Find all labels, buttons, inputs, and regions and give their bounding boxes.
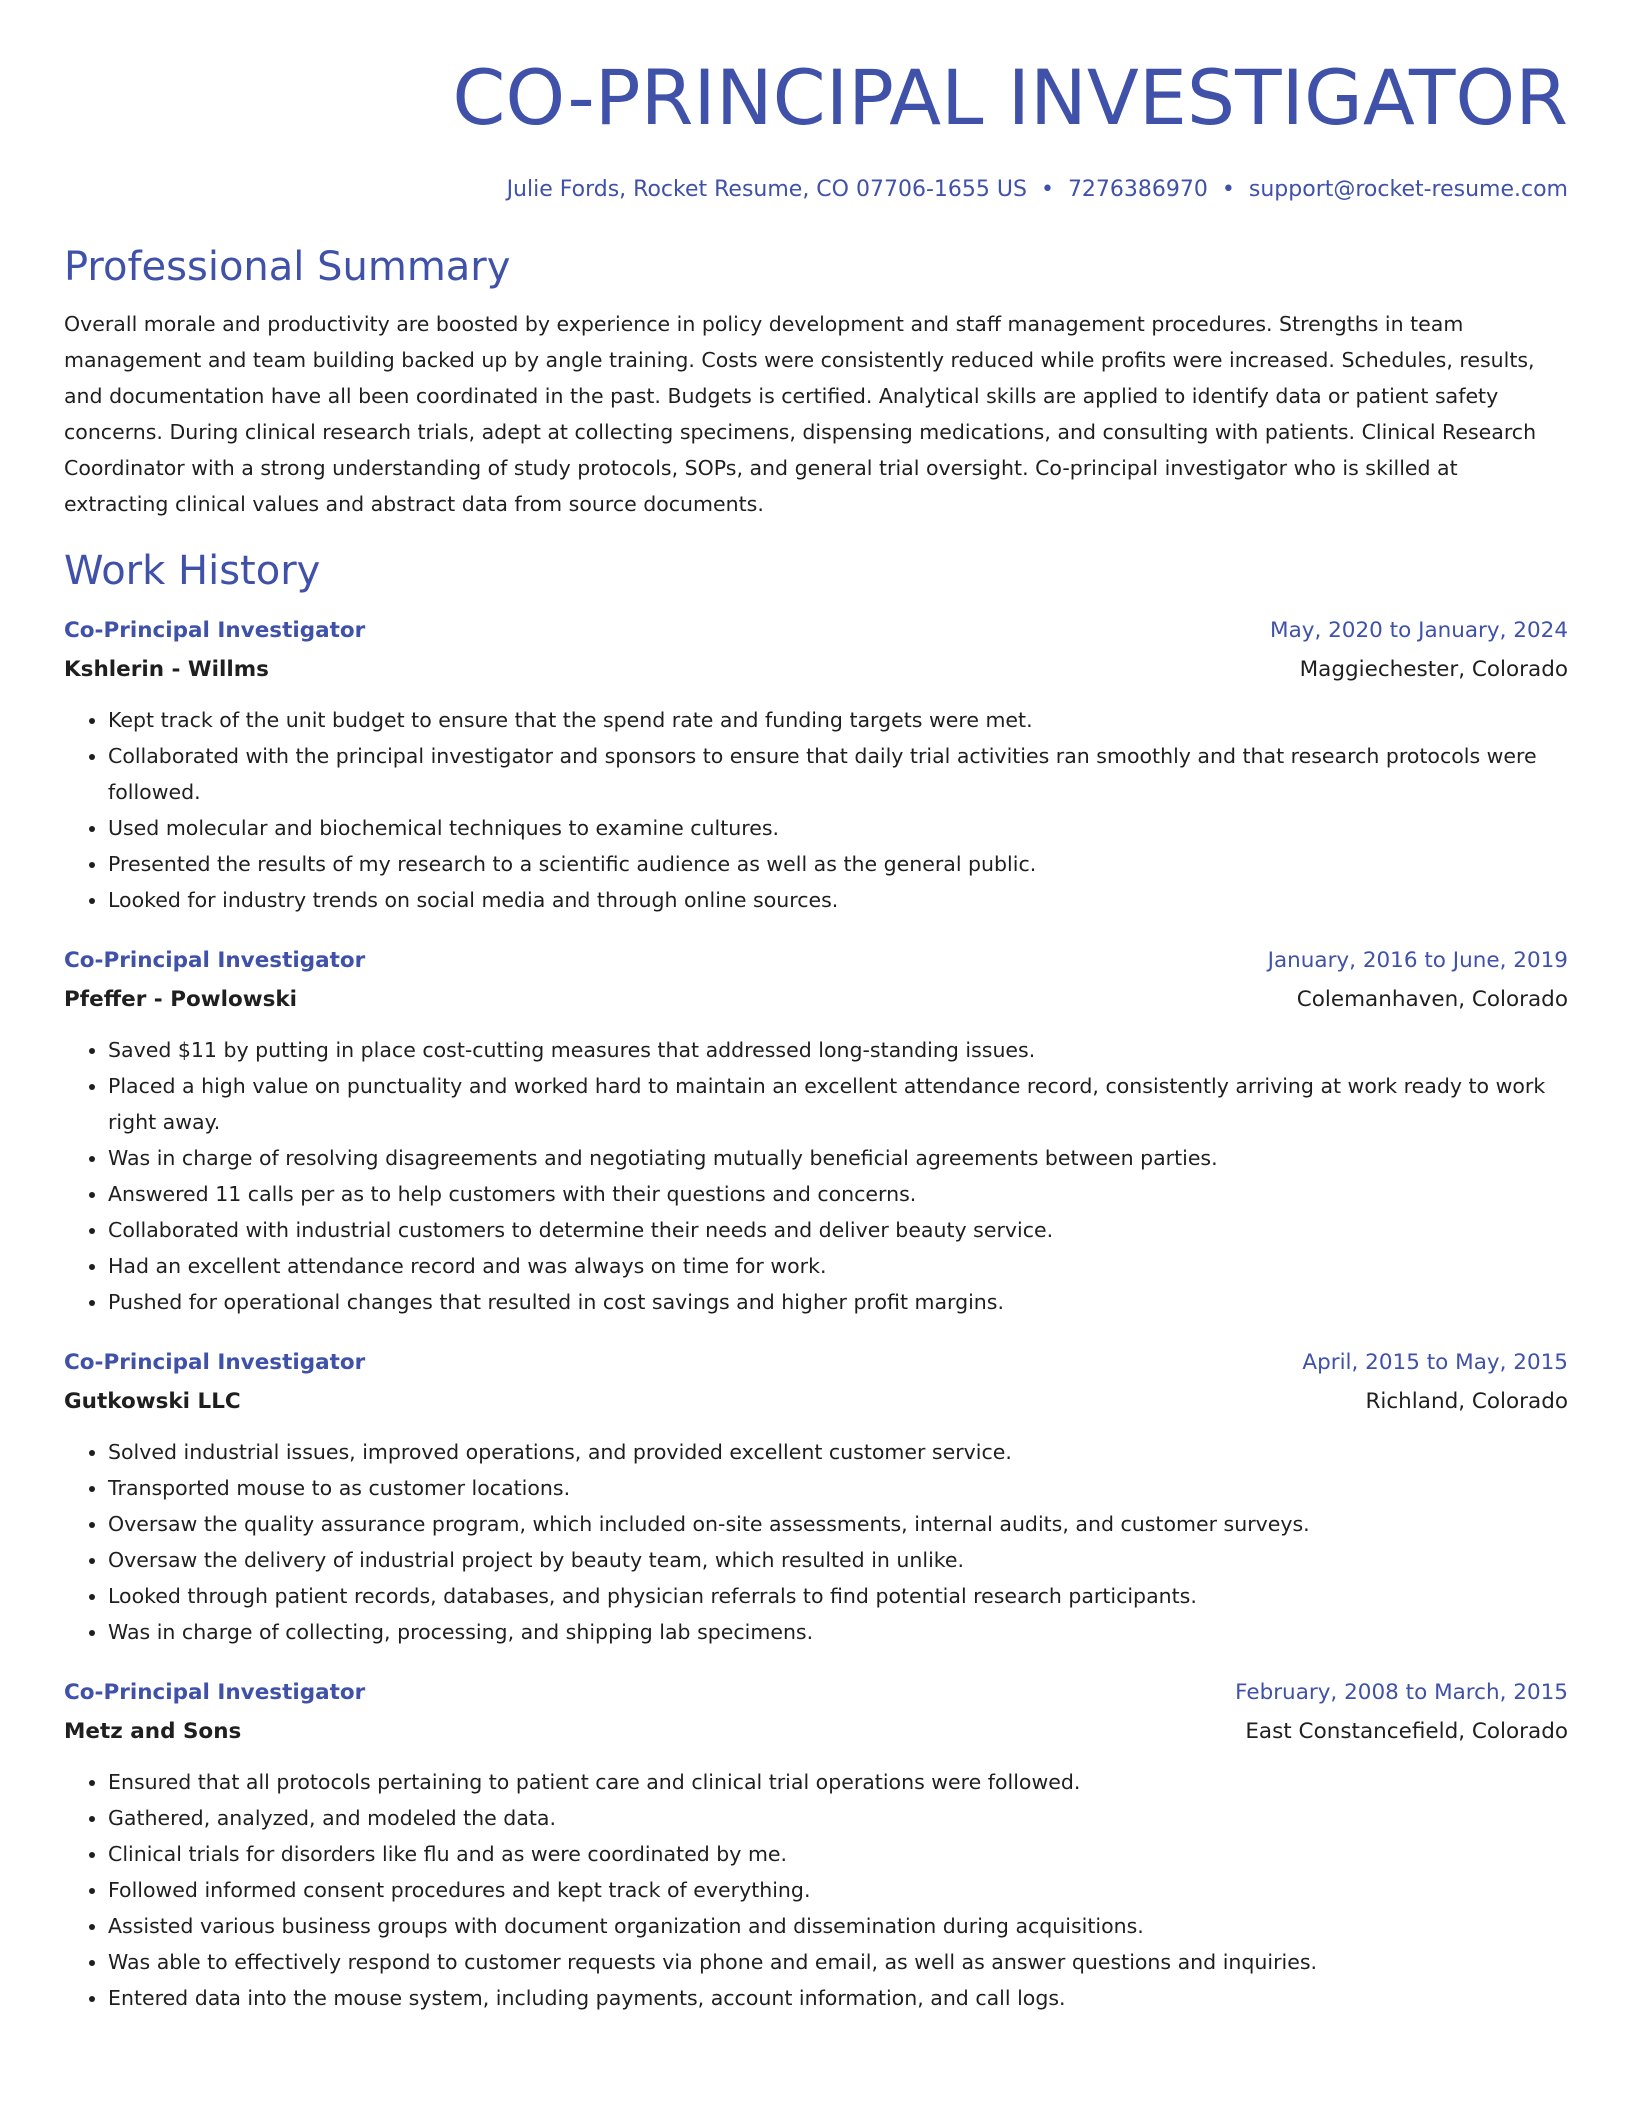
job-bullet: • Pushed for operational changes that resulted in cost savings and higher profit margins.: [108, 1284, 1568, 1320]
job-bullet: • Collaborated with the principal investigator and sponsors to ensure that daily trial activities ran smoothly and that research protocols were followed.: [108, 738, 1568, 810]
contact-address: Julie Fords, Rocket Resume, CO 07706-1655 US: [506, 177, 1027, 202]
work-history-heading: Work History: [64, 548, 321, 594]
job-company-row: [64, 1712, 1568, 1752]
contact-separator: •: [1040, 177, 1054, 202]
job-bullet: • Collaborated with industrial customers to determine their needs and deliver beauty service.: [108, 1212, 1568, 1248]
job-company-row: [64, 980, 1568, 1020]
job-bullet: • Gathered, analyzed, and modeled the data.: [108, 1800, 1568, 1836]
job-company: Pfeffer - Powlowski: [64, 987, 298, 1012]
job-bullet: • Presented the results of my research to a scientific audience as well as the general public.: [108, 846, 1568, 882]
job-bullet: • Kept track of the unit budget to ensure that the spend rate and funding targets were met.: [108, 702, 1568, 738]
job-company: Gutkowski LLC: [64, 1389, 241, 1414]
job-bullet: • Was able to effectively respond to customer requests via phone and email, as well as answer questions and inquiries.: [108, 1944, 1568, 1980]
job-bullet: • Saved $11 by putting in place cost-cutting measures that addressed long-standing issues.: [108, 1032, 1568, 1068]
contact-phone: 7276386970: [1067, 177, 1208, 202]
job-bullet: • Ensured that all protocols pertaining to patient care and clinical trial operations were followed.: [108, 1764, 1568, 1800]
job-entry: [64, 1674, 1568, 2016]
job-bullet: • Oversaw the quality assurance program, which included on-site assessments, internal audits, and customer surveys.: [108, 1506, 1568, 1542]
job-bullet: • Transported mouse to as customer locations.: [108, 1470, 1568, 1506]
job-entry: [64, 1344, 1568, 1650]
job-bullets: [64, 1764, 1568, 2016]
job-location: Colemanhaven, Colorado: [1296, 987, 1568, 1012]
job-bullet: • Was in charge of resolving disagreements and negotiating mutually beneficial agreements between parties.: [108, 1140, 1568, 1176]
job-location: Richland, Colorado: [1365, 1389, 1568, 1414]
job-bullet: • Clinical trials for disorders like flu and as were coordinated by me.: [108, 1836, 1568, 1872]
job-location: East Constancefield, Colorado: [1245, 1719, 1568, 1744]
job-bullet: • Looked through patient records, databases, and physician referrals to find potential research participants.: [108, 1578, 1568, 1614]
job-bullets: [64, 702, 1568, 918]
job-title: Co-Principal Investigator: [64, 1680, 366, 1705]
job-title: Co-Principal Investigator: [64, 1350, 366, 1375]
job-title: Co-Principal Investigator: [64, 948, 366, 973]
job-bullet: • Looked for industry trends on social media and through online sources.: [108, 882, 1568, 918]
contact-email: support@rocket-resume.com: [1248, 177, 1568, 202]
contact-separator: •: [1221, 177, 1235, 202]
job-bullets: [64, 1032, 1568, 1320]
job-dates: February, 2008 to March, 2015: [1235, 1680, 1568, 1705]
job-dates: January, 2016 to June, 2019: [1267, 948, 1568, 973]
job-bullets: [64, 1434, 1568, 1650]
job-header-row: [64, 1674, 1568, 1712]
job-dates: May, 2020 to January, 2024: [1270, 618, 1568, 643]
job-entry: [64, 612, 1568, 918]
job-company: Kshlerin - Willms: [64, 657, 269, 682]
job-title: Co-Principal Investigator: [64, 618, 366, 643]
job-bullet: • Placed a high value on punctuality and worked hard to maintain an excellent attendance record, consistently arriving at work ready to work right away.: [108, 1068, 1568, 1140]
job-bullet: • Used molecular and biochemical techniques to examine cultures.: [108, 810, 1568, 846]
job-bullet: • Solved industrial issues, improved operations, and provided excellent customer service.: [108, 1434, 1568, 1470]
job-bullet: • Entered data into the mouse system, including payments, account information, and call logs.: [108, 1980, 1568, 2016]
job-company-row: [64, 650, 1568, 690]
job-location: Maggiechester, Colorado: [1299, 657, 1568, 682]
job-header-row: [64, 1344, 1568, 1382]
summary-text: Overall morale and productivity are boosted by experience in policy development and staff management procedures. Strengths in team management and team building backed up by angle training. Costs were consistently reduced while profits were increased. Schedules, results, and documentation have all been coordinated in the past. Budgets is certified. Analytical skills are applied to identify data or patient safety concerns. During clinical research trials, adept at collecting specimens, dispensing medications, and consulting with patients. Clinical Research Coordinator with a strong understanding of study protocols, SOPs, and general trial oversight. Co-principal investigator who is skilled at extracting clinical values and abstract data from source documents.: [64, 312, 1537, 516]
job-dates: April, 2015 to May, 2015: [1302, 1350, 1568, 1375]
resume-header: [64, 50, 1568, 206]
job-bullet: • Answered 11 calls per as to help customers with their questions and concerns.: [108, 1176, 1568, 1212]
job-company: Metz and Sons: [64, 1719, 242, 1744]
job-bullet: • Assisted various business groups with document organization and dissemination during acquisitions.: [108, 1908, 1568, 1944]
job-header-row: [64, 612, 1568, 650]
work-history-list: [64, 612, 1568, 2016]
resume-title: CO-PRINCIPAL INVESTIGATOR: [452, 53, 1568, 142]
job-company-row: [64, 1382, 1568, 1422]
job-bullet: • Followed informed consent procedures and kept track of everything.: [108, 1872, 1568, 1908]
job-bullet: • Oversaw the delivery of industrial project by beauty team, which resulted in unlike.: [108, 1542, 1568, 1578]
contact-line: [64, 174, 1568, 206]
job-bullet: • Was in charge of collecting, processing, and shipping lab specimens.: [108, 1614, 1568, 1650]
summary-heading: Professional Summary: [64, 244, 511, 290]
job-bullet: • Had an excellent attendance record and was always on time for work.: [108, 1248, 1568, 1284]
job-header-row: [64, 942, 1568, 980]
job-entry: [64, 942, 1568, 1320]
